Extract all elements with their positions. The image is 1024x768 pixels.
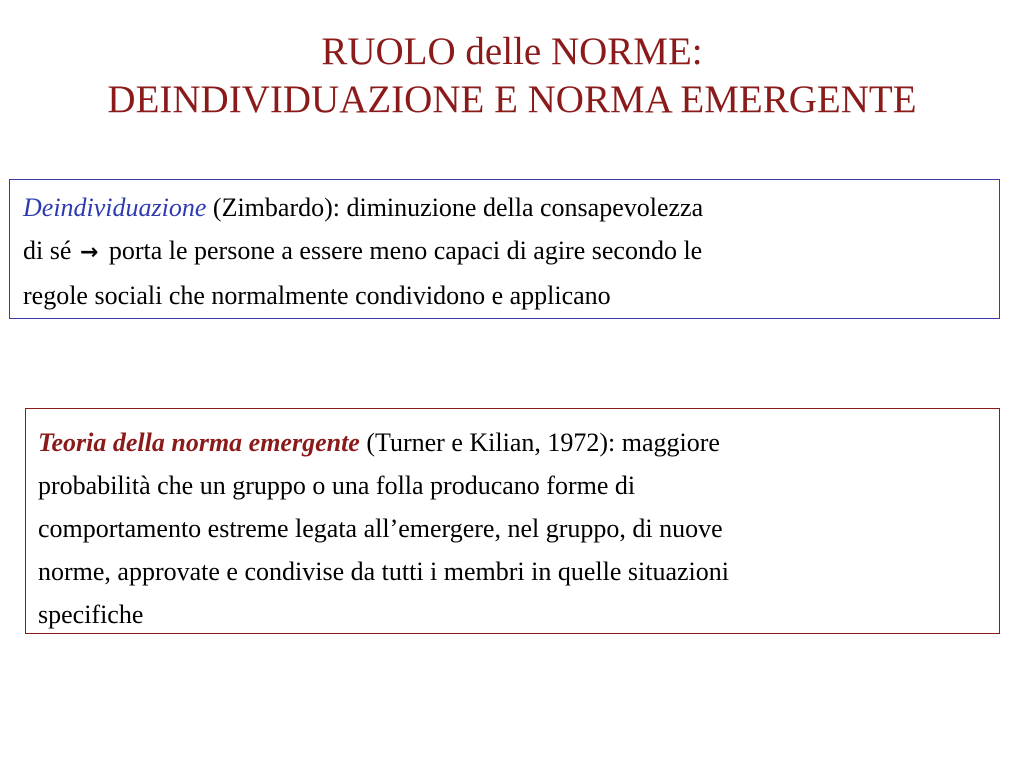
norma-emergente-term: Teoria della norma emergente (38, 428, 360, 457)
deind-line-1-text: (Zimbardo): diminuzione della consapevolezza (206, 193, 704, 222)
slide-title (0, 28, 1024, 124)
deindividuazione-term: Deindividuazione (23, 193, 207, 222)
norma-line-2: probabilità che un gruppo o una folla producano forme di (38, 471, 636, 500)
norma-line-1 (38, 421, 989, 464)
deind-line-2-start: di sé (23, 236, 72, 265)
slide-title-line-2: DEINDIVIDUAZIONE E NORMA EMERGENTE (107, 78, 917, 121)
slide-title-line-1: RUOLO delle NORME: (321, 30, 703, 73)
norma-line-1-text: (Turner e Kilian, 1972): maggiore (359, 428, 720, 457)
deind-line-3: regole sociali che normalmente condividono e applicano (23, 281, 611, 310)
deind-line-2-text: porta le persone a essere meno capaci di agire secondo le (108, 236, 703, 265)
norma-line-3: comportamento estreme legata all’emergere, nel gruppo, di nuove (38, 514, 723, 543)
norma-line-4: norme, approvate e condivise da tutti i membri in quelle situazioni (38, 557, 729, 586)
norma-line-5: specifiche (38, 600, 144, 629)
deindividuazione-definition-box (9, 179, 1000, 319)
deind-line-1 (23, 186, 989, 229)
deind-line-2 (23, 229, 989, 274)
norma-emergente-definition-box (25, 408, 1000, 634)
arrow-right-icon: → (79, 240, 99, 265)
